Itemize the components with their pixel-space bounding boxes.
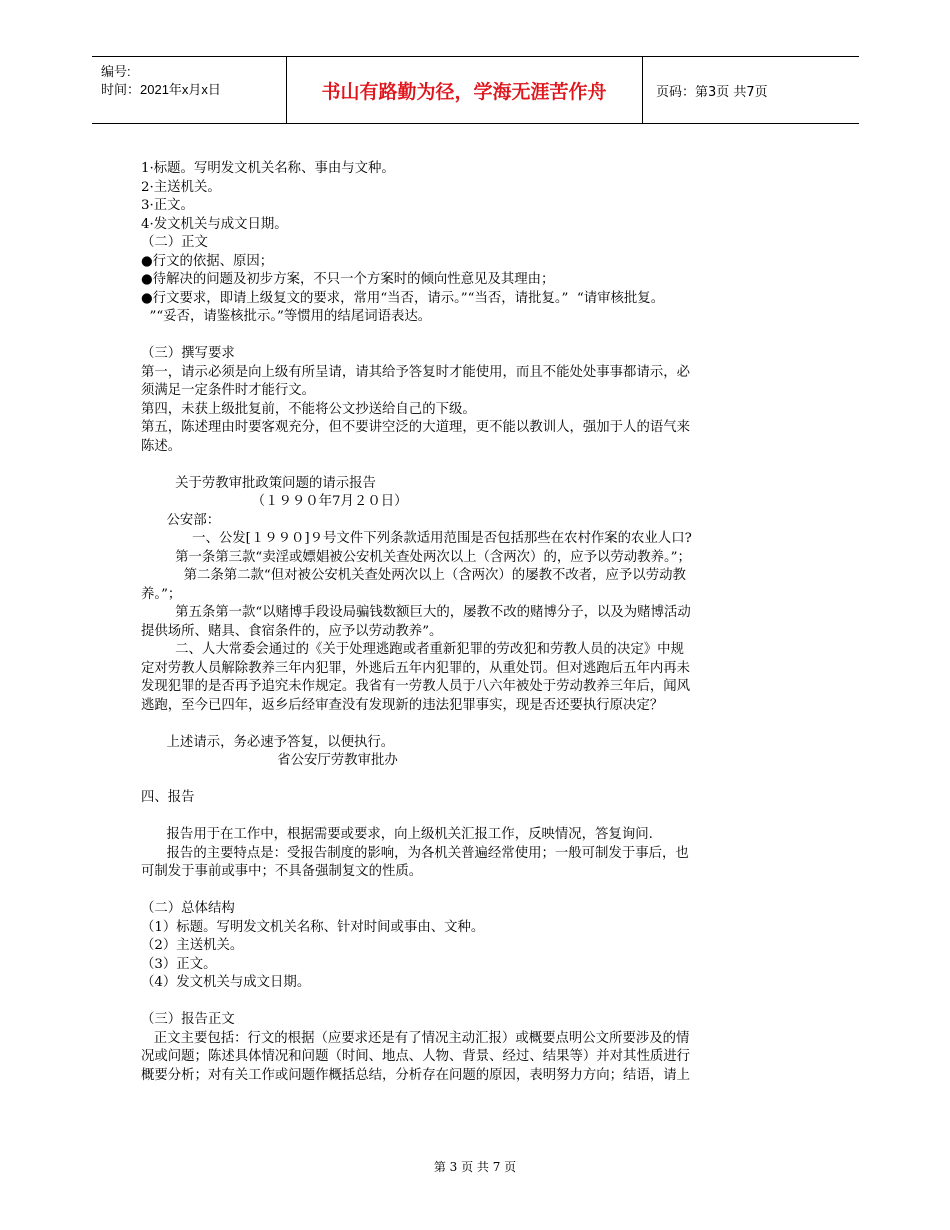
text-line: 提供场所、赌具、食宿条件的，应予以劳动教养”。	[141, 623, 443, 639]
text-line: 2·主送机关。	[141, 179, 221, 195]
text-line: 第四，未获上级批复前，不能将公文抄送给自己的下级。	[141, 401, 476, 417]
text-line: 定对劳教人员解除教养三年内犯罪，外逃后五年内犯罪的，从重处罚。但对逃跑后五年内再未	[141, 660, 691, 676]
text-line: 发现犯罪的是否再予追究未作规定。我省有一劳教人员于八六年被处于劳动教养三年后，闻风	[141, 679, 691, 694]
text-line: 陈述。	[141, 438, 182, 454]
text-line: 1·标题。写明发文机关名称、事由与文种。	[141, 161, 395, 176]
text-line: （三）报告正文	[141, 1012, 235, 1027]
text-line: 报告的主要特点是：受报告制度的影响，为各机关普遍经常使用；一般可制发于事后，也	[141, 845, 689, 861]
text-line: （二）总体结构	[141, 901, 235, 916]
blank-line	[141, 771, 831, 790]
text-line: 报告用于在工作中，根据需要或要求，向上级机关汇报工作，反映情况，答复询问.	[141, 827, 653, 842]
text-line: 公安部：	[141, 512, 221, 528]
text-line: 养。”；	[141, 586, 182, 602]
text-line: 第二条第二款“但对被公安机关查处两次以上（含两次）的屡教不改者，应予以劳动教	[141, 568, 686, 583]
page-label: 页码：第3页 共7页	[656, 84, 768, 100]
header-left-cell	[92, 57, 287, 123]
header-motto-cell	[286, 57, 643, 123]
text-line: 况或问题；陈述具体情况和问题（时间、地点、人物、背景、经过、结果等）并对其性质进行	[141, 1049, 691, 1064]
text-line: （二）正文	[141, 235, 208, 250]
header-right-cell	[642, 57, 859, 123]
text-line: ●行文的依据、原因；	[141, 253, 274, 269]
blank-line	[141, 715, 831, 734]
text-line: 概要分析；对有关工作或问题作概括总结，分析存在问题的原因，表明努力方向；结语，请上	[141, 1067, 691, 1083]
text-line: 一、公发[１９９０]９号文件下列条款适用范围是否包括那些在农村作案的农业人口?	[141, 531, 692, 546]
text-line: 3·正文。	[141, 198, 194, 213]
page-header	[92, 56, 859, 124]
text-line: 省公安厅劳教审批办	[141, 753, 398, 768]
text-line: ”“妥否，请鉴核批示。”等惯用的结尾词语表达。	[141, 309, 432, 324]
text-line: 二、人大常委会通过的《关于处理逃跑或者重新犯罪的劳改犯和劳教人员的决定》中规	[141, 642, 684, 657]
text-line: 第五条第一款“以赌博手段设局骗钱数额巨大的，屡教不改的赌博分子，以及为赌博活动	[141, 605, 691, 620]
blank-line	[141, 456, 831, 475]
text-line: （3）正文。	[141, 956, 217, 972]
text-line: 第五，陈述理由时要客观充分，但不要讲空泛的大道理，更不能以教训人，强加于人的语气来	[141, 420, 691, 435]
text-line: 第一条第三款“卖淫或嫖娼被公安机关查处两次以上（含两次）的，应予以劳动教养。”；	[141, 549, 691, 565]
motto-text: 书山有路勤为径，学海无涯苦作舟	[321, 80, 607, 103]
text-line: ●行文要求，即请上级复文的要求，常用“当否，请示。”“当否，请批复。” “请审核批复。	[141, 290, 665, 306]
blank-line	[141, 993, 831, 1012]
text-line: （4）发文机关与成文日期。	[141, 975, 311, 990]
text-line: 4·发文机关与成文日期。	[141, 216, 288, 232]
text-line: 逃跑，至今已四年，返乡后经审查没有发现新的违法犯罪事实，现是否还要执行原决定？	[141, 697, 664, 713]
text-line: 四、报告	[141, 790, 195, 805]
text-line: （１９９０年7月２０日）	[141, 494, 408, 509]
text-line: 上述请示，务必速予答复，以便执行。	[141, 734, 395, 750]
text-line: （1）标题。写明发文机关名称、针对时间或事由、文种。	[141, 919, 485, 935]
text-line: 须满足一定条件时才能行文。	[141, 383, 316, 398]
number-label: 编号:	[101, 64, 131, 79]
text-line: 正文主要包括：行文的根据（应要求还是有了情况主动汇报）或概要点明公文所要涉及的情	[141, 1030, 690, 1046]
blank-line	[141, 882, 831, 901]
time-label: 时间：2021年x月x日	[101, 82, 221, 97]
text-line: 第一，请示必须是向上级有所呈请，请其给予答复时才能使用，而且不能处处事事都请示，必	[141, 364, 691, 380]
document-body	[141, 160, 831, 1085]
page-footer: 第 3 页 共 7 页	[433, 1160, 517, 1174]
text-line: ●待解决的问题及初步方案，不只一个方案时的倾向性意见及其理由；	[141, 272, 555, 287]
text-line: （2）主送机关。	[141, 938, 244, 953]
blank-line	[141, 327, 831, 346]
blank-line	[141, 808, 831, 827]
text-line: （三）撰写要求	[141, 346, 235, 361]
text-line: 关于劳教审批政策问题的请示报告	[141, 475, 376, 491]
text-line: 可制发于事前或事中；不具备强制复文的性质。	[141, 864, 423, 879]
